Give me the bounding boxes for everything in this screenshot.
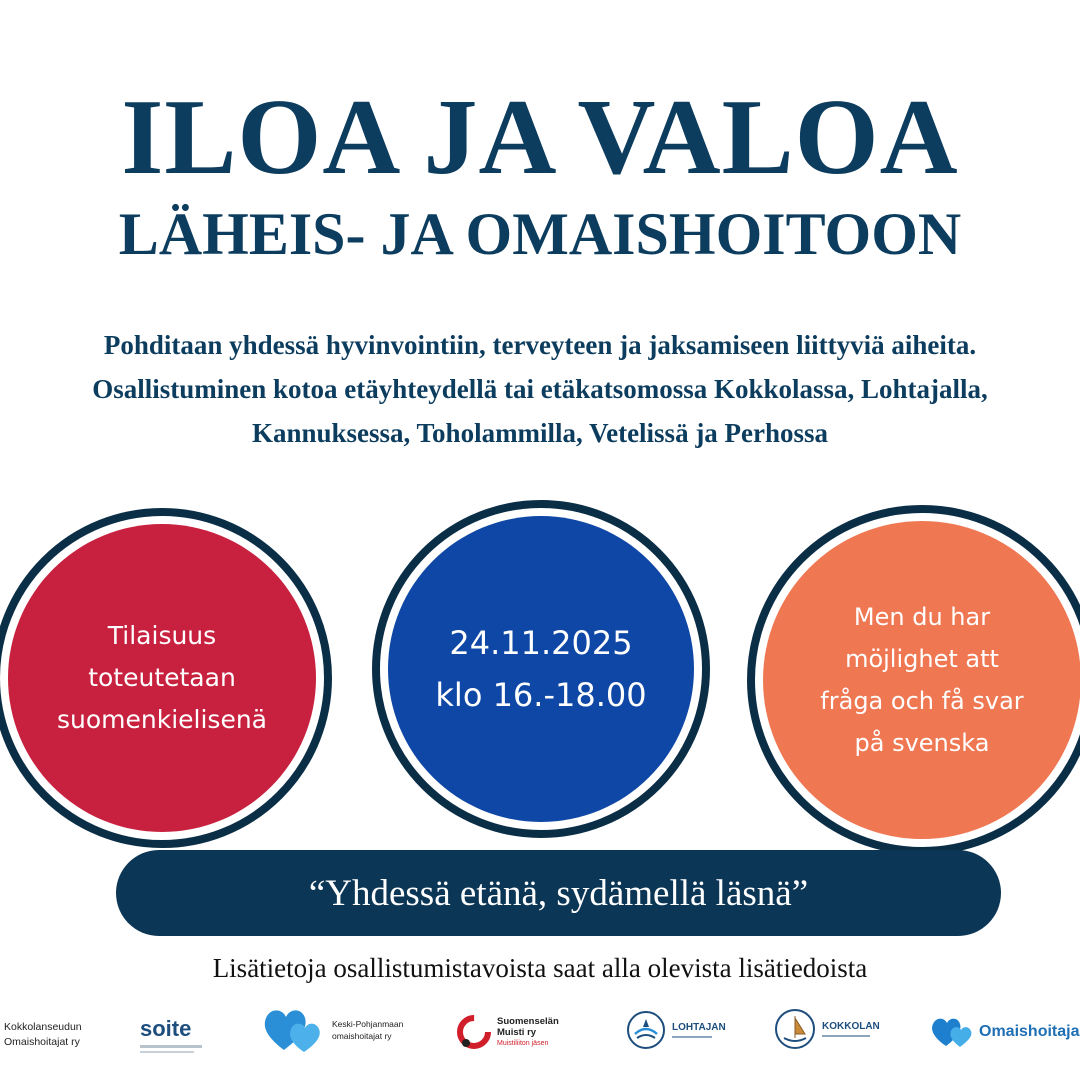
partner-logos — [0, 1000, 1080, 1070]
language-line: suomenkielisenä — [56, 705, 267, 734]
swedish-line: möjlighet att — [845, 645, 999, 673]
intro-line: Pohditaan yhdessä hyvinvointiin, terveyteen ja jaksamiseen liittyviä aiheita. — [103, 330, 977, 360]
logo-text: soite — [140, 1016, 192, 1041]
logo-text: Kokkolanseudun — [4, 1021, 82, 1033]
intro-line: Osallistuminen kotoa etäyhteydellä tai etäkatsomossa Kokkolassa, Lohtajalla, — [92, 374, 988, 404]
swedish-line: fråga och få svar — [820, 687, 1024, 715]
logo-text: Muisti ry — [497, 1026, 537, 1038]
datetime-circle-fill — [388, 516, 694, 822]
kokkola-emblem-icon — [774, 1008, 816, 1050]
language-circle — [0, 508, 332, 848]
slogan-banner — [116, 850, 1001, 936]
logo-fine-print — [822, 1035, 870, 1037]
slogan-text: “Yhdessä etänä, sydämellä läsnä” — [308, 872, 809, 914]
poster-subtitle: LÄHEIS- JA OMAISHOITOON — [118, 201, 962, 267]
language-line: toteutetaan — [88, 663, 236, 692]
logo-text: Suomenselän — [497, 1015, 559, 1027]
logo-keski-pohjanmaan-omaishoitajat — [262, 1004, 403, 1056]
logo-text: Muistiliiton jäsen — [497, 1039, 549, 1047]
logo-text: LOHTAJAN — [672, 1022, 726, 1033]
hearts-icon — [262, 1004, 328, 1056]
intro-text — [0, 323, 1080, 455]
swedish-circle-fill — [763, 521, 1080, 839]
language-circle-fill — [8, 524, 316, 832]
logo-fine-print — [140, 1045, 202, 1048]
logo-kokkolanseudun-omaishoitajat — [4, 1020, 82, 1050]
logo-text: Keski-Pohjanmaan — [332, 1019, 404, 1029]
logo-text: Omaishoitaja — [979, 1023, 1080, 1040]
logo-kokkolan — [774, 1008, 880, 1050]
logo-suomenselan-muisti — [456, 1014, 559, 1050]
poster-title: ILOA JA VALOA — [121, 78, 959, 197]
logo-lohtajan — [626, 1010, 726, 1050]
logo-fine-print — [672, 1036, 712, 1038]
logo-text: KOKKOLAN — [822, 1021, 880, 1032]
swedish-line: på svenska — [854, 729, 990, 757]
swedish-line: Men du har — [853, 603, 991, 631]
language-line: Tilaisuus — [107, 621, 217, 650]
logo-omaishoitajat — [930, 1014, 1079, 1050]
logo-text: omaishoitajat ry — [332, 1031, 392, 1041]
muisti-swirl-icon — [456, 1014, 492, 1050]
datetime-circle — [372, 500, 710, 838]
logo-fine-print — [140, 1051, 194, 1053]
hearts-icon — [930, 1014, 976, 1050]
swedish-circle — [747, 505, 1080, 855]
logo-soite — [140, 1018, 202, 1053]
event-date: 24.11.2025 — [449, 624, 633, 662]
more-info-text: Lisätietoja osallistumistavoista saat alla olevista lisätiedoista — [212, 953, 868, 983]
lohtaja-emblem-icon — [626, 1010, 666, 1050]
intro-line: Kannuksessa, Toholammilla, Vetelissä ja Perhossa — [251, 418, 829, 448]
logo-text: Omaishoitajat ry — [4, 1036, 80, 1048]
event-time: klo 16.-18.00 — [435, 676, 647, 714]
